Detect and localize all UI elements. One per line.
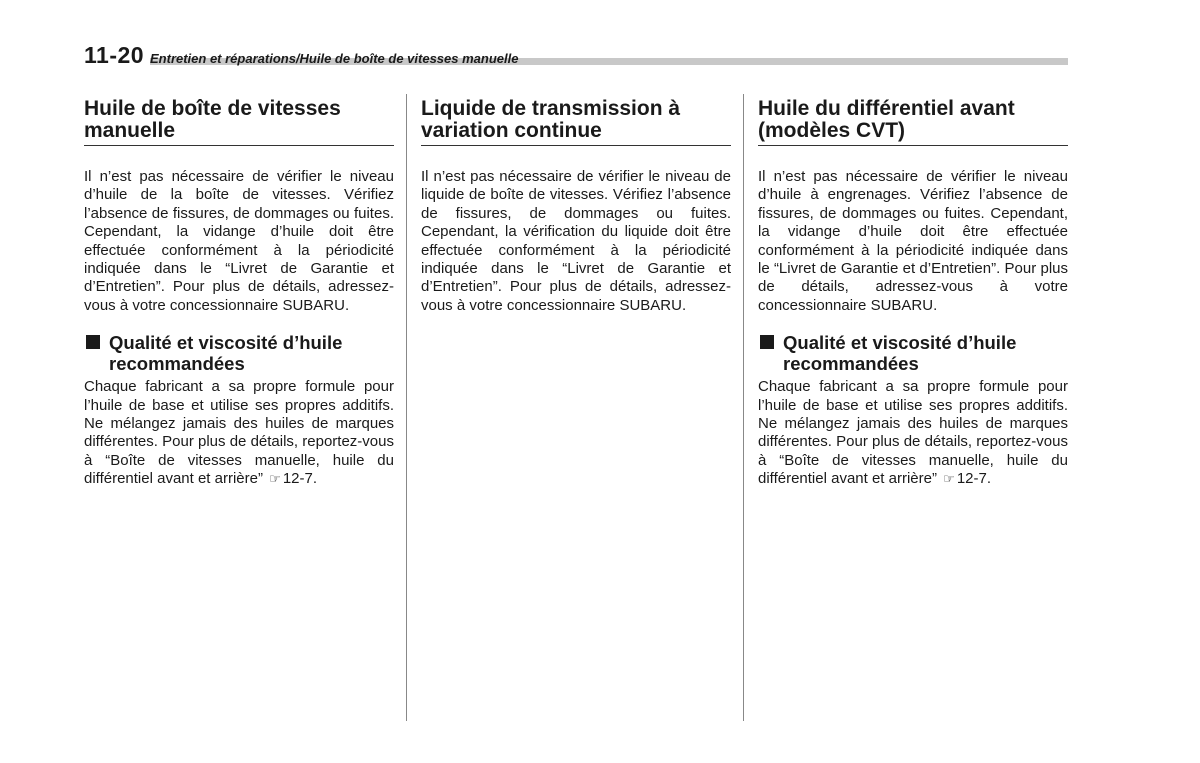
page-reference: 12-7.	[282, 470, 318, 488]
subsection-body-text: Chaque fabricant a sa propre formule pour l’huile de base et utilise ses propres additifs. Ne mélangez jamais des huiles de marques différentes. Pour plus de détails, reportez-vous à “Boîte de vitesses manuelle, huile du différentiel avant et arrière”	[758, 378, 1068, 488]
section-body: Il n’est pas nécessaire de vérifier le niveau d’huile à engrenages. Vérifiez l’absence de fissures, de dommages ou fuites. Cependant, la vidange d’huile doit être effectuée conformément à la périodicité indiquée dans le “Livret de Garantie et d’Entretien”. Pour plus de détails, adressez-vous à votre concessionnaire SUBARU.	[758, 168, 1068, 314]
section-title: Huile de boîte de vitesses manuelle	[84, 98, 394, 146]
header-title: Entretien et réparations/Huile de boîte de vitesses manuelle	[150, 51, 519, 66]
column-divider	[406, 94, 407, 721]
subsection-body	[84, 378, 394, 488]
subsection-heading	[758, 332, 1068, 374]
page-reference-icon: ☞	[269, 471, 281, 487]
section-title: Liquide de transmission à variation continue	[421, 98, 731, 146]
square-bullet-icon	[86, 335, 100, 349]
section-title: Huile du différentiel avant (modèles CVT)	[758, 98, 1068, 146]
column-cvt-fluid	[421, 98, 731, 315]
page-number: 11-20	[84, 42, 145, 68]
subsection-heading-text: Qualité et viscosité d’huile recommandées	[783, 332, 1017, 375]
column-front-differential-oil	[758, 98, 1068, 489]
subsection-heading-text: Qualité et viscosité d’huile recommandées	[109, 332, 343, 375]
section-body: Il n’est pas nécessaire de vérifier le niveau d’huile de la boîte de vitesses. Vérifiez l’absence de fissures, de dommages ou fuites. Cependant, la vidange d’huile doit être effectuée conformément à la périodicité indiquée dans le “Livret de Garantie et d’Entretien”. Pour plus de détails, adressez-vous à votre concessionnaire SUBARU.	[84, 168, 394, 314]
subsection-body-text: Chaque fabricant a sa propre formule pour l’huile de base et utilise ses propres additifs. Ne mélangez jamais des huiles de marques différentes. Pour plus de détails, reportez-vous à “Boîte de vitesses manuelle, huile du différentiel avant et arrière”	[84, 378, 394, 488]
subsection-heading	[84, 332, 394, 374]
section-body: Il n’est pas nécessaire de vérifier le niveau de liquide de boîte de vitesses. Vérifiez l’absence de fissures, de dommages ou fuites. Cependant, la vérification du liquide doit être effectuée conformément à la périodicité indiquée dans le “Livret de Garantie et d’Entretien”. Pour plus de détails, adressez-vous à votre concessionnaire SUBARU.	[421, 168, 731, 314]
subsection-body	[758, 378, 1068, 488]
page-reference: 12-7.	[956, 470, 992, 488]
page-header	[84, 42, 1068, 68]
square-bullet-icon	[760, 335, 774, 349]
column-manual-gearbox-oil	[84, 98, 394, 489]
page-reference-icon: ☞	[943, 471, 955, 487]
column-divider	[743, 94, 744, 721]
